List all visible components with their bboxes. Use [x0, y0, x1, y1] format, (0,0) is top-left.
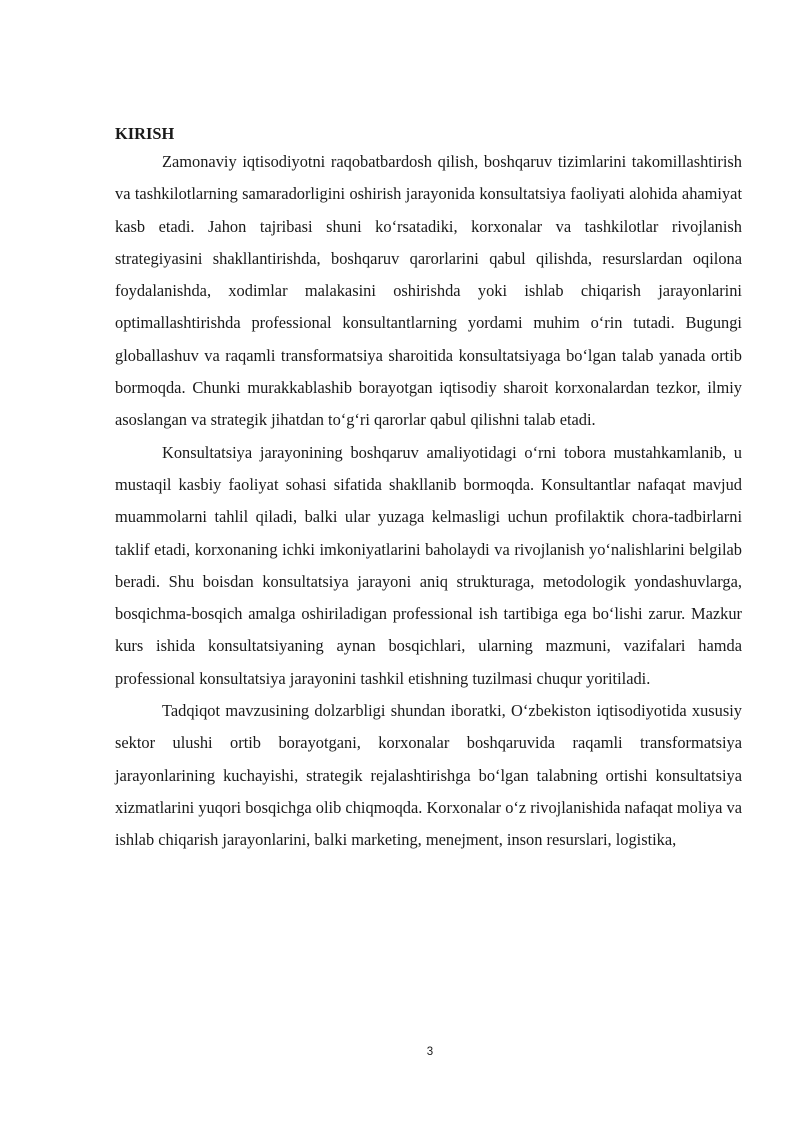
- paragraph-relevance: Tadqiqot mavzusining dolzarbligi shundan iboratki, O‘zbekiston iqtisodiyotida xususiy sektor ulushi ortib borayotgani, korxonalar boshqaruvida raqamli transformatsiya jarayonlarining kuchayishi, strategik rejalashtirishga bo‘lgan talabning ortishi konsultatsiya xizmatlarini yuqori bosqichga olib chiqmoqda. Korxonalar o‘z rivojlanishida nafaqat moliya va ishlab chiqarish jarayonlarini, balki marketing, menejment, inson resurslari, logistika,: [115, 701, 742, 850]
- paragraph-intro: Zamonaviy iqtisodiyotni raqobatbardosh qilish, boshqaruv tizimlarini takomillashtirish va tashkilotlarning samaradorligini oshirish jarayonida konsultatsiya faoliyati alohida ahamiyat kasb etadi. Jahon tajribasi shuni ko‘rsatadiki, korxonalar va tashkilotlar rivojlanish strategiyasini shakllantirishda, boshqaruv qarorlarini qabul qilishda, resurslardan oqilona foydalanishda, xodimlar malakasini oshirishda yoki ishlab chiqarish jarayonlarini optimallashtirishda professional konsultantlarning yordami muhim o‘rin tutadi. Bugungi globallashuv va raqamli transformatsiya sharoitida konsultatsiyaga bo‘lgan talab yanada ortib bormoqda. Chunki murakkablashib borayotgan iqtisodiy sharoit korxonalardan tezkor, ilmiy asoslangan va strategik jihatdan to‘g‘ri qarorlar qabul qilishni talab etadi.: [115, 152, 742, 430]
- paragraph-consulting-role: Konsultatsiya jarayonining boshqaruv amaliyotidagi o‘rni tobora mustahkamlanib, u mustaqil kasbiy faoliyat sohasi sifatida shakllanib bormoqda. Konsultantlar nafaqat mavjud muammolarni tahlil qiladi, balki ular yuzaga kelmasligi uchun profilaktik chora-tadbirlarni taklif etadi, korxonaning ichki imkoniyatlarini baholaydi va rivojlanish yo‘nalishlarini belgilab beradi. Shu boisdan konsultatsiya jarayoni aniq strukturaga, metodologik yondashuvlarga, bosqichma-bosqich amalga oshiriladigan professional ish tartibiga ega bo‘lishi zarur. Mazkur kurs ishida konsultatsiyaning aynan bosqichlari, ularning mazmuni, vazifalari hamda professional konsultatsiya jarayonini tashkil etishning tuzilmasi chuqur yoritiladi.: [115, 442, 742, 688]
- page-number: 3: [426, 1046, 434, 1058]
- section-heading: KIRISH: [115, 124, 175, 143]
- page-body: [115, 122, 742, 857]
